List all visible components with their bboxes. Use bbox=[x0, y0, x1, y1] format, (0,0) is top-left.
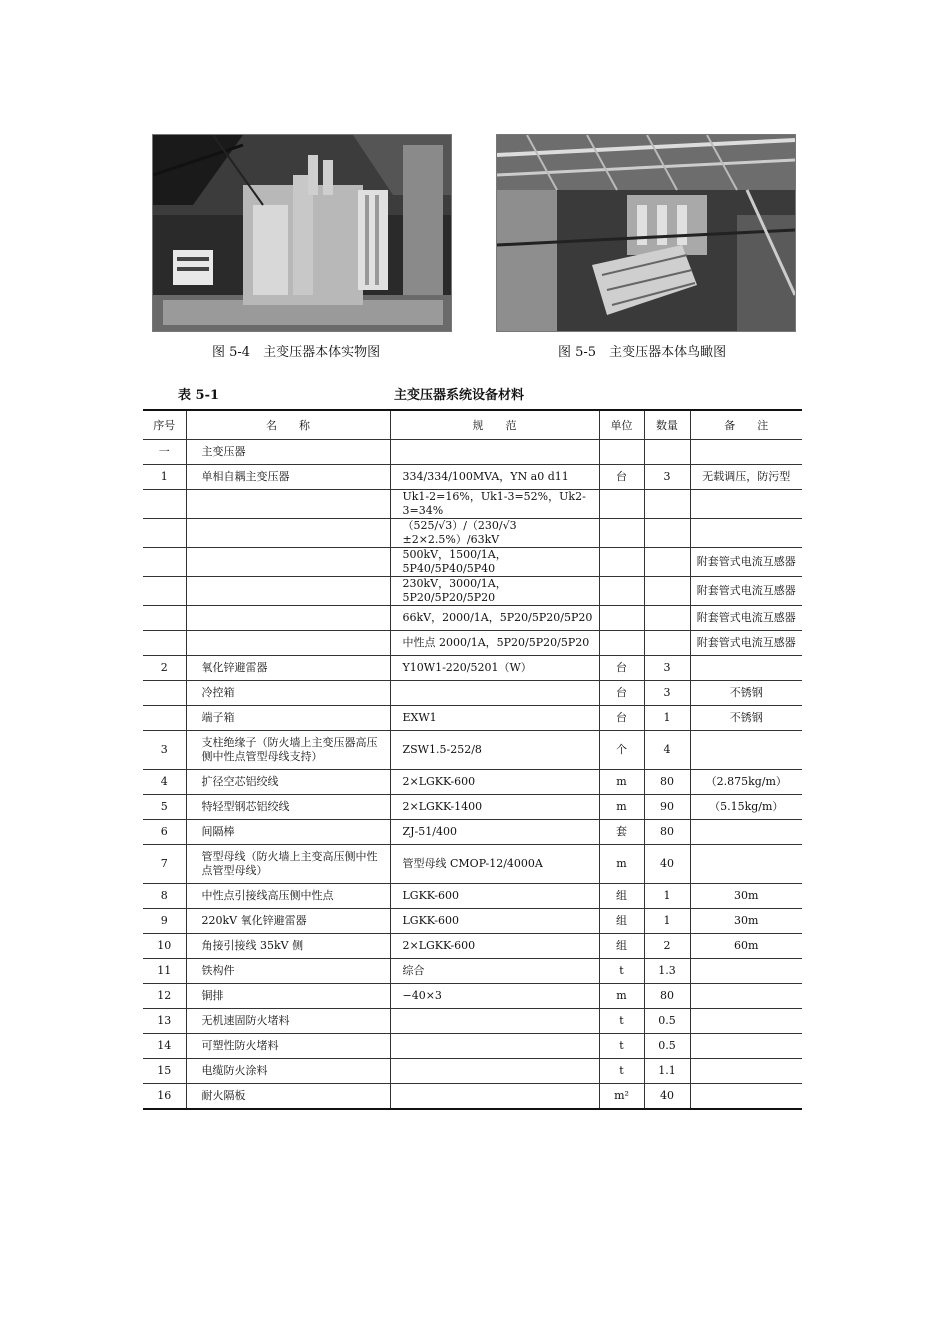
cell-qty bbox=[644, 606, 690, 631]
cell-qty: 3 bbox=[644, 465, 690, 490]
cell-unit bbox=[599, 548, 644, 577]
cell-unit: 组 bbox=[599, 909, 644, 934]
figure-caption-left: 图 5-4 主变压器本体实物图 bbox=[212, 345, 381, 360]
cell-qty: 3 bbox=[644, 681, 690, 706]
cell-unit: m² bbox=[599, 1084, 644, 1110]
cell-no bbox=[143, 519, 186, 548]
cell-unit: 台 bbox=[599, 681, 644, 706]
table-title: 主变压器系统设备材料 bbox=[394, 388, 525, 403]
cell-qty: 1 bbox=[644, 909, 690, 934]
cell-qty: 3 bbox=[644, 656, 690, 681]
table-row bbox=[143, 1009, 802, 1034]
cell-name bbox=[186, 606, 390, 631]
cell-qty bbox=[644, 631, 690, 656]
cell-unit bbox=[599, 577, 644, 606]
cell-qty: 80 bbox=[644, 820, 690, 845]
table-number: 表 5-1 bbox=[178, 388, 220, 403]
cell-spec bbox=[390, 1034, 599, 1059]
cell-name: 氧化锌避雷器 bbox=[186, 656, 390, 681]
cell-note bbox=[690, 731, 802, 770]
cell-unit bbox=[599, 606, 644, 631]
table-row bbox=[143, 577, 802, 606]
table-row bbox=[143, 465, 802, 490]
cell-unit: t bbox=[599, 1059, 644, 1084]
cell-no: 13 bbox=[143, 1009, 186, 1034]
cell-qty: 2 bbox=[644, 934, 690, 959]
cell-note: （2.875kg/m） bbox=[690, 770, 802, 795]
cell-spec: Uk1-2=16%，Uk1-3=52%，Uk2-3=34% bbox=[390, 490, 599, 519]
cell-qty: 1 bbox=[644, 706, 690, 731]
cell-spec: 66kV，2000/1A，5P20/5P20/5P20 bbox=[390, 606, 599, 631]
cell-spec bbox=[390, 440, 599, 465]
birdseye-photo bbox=[496, 134, 796, 332]
cell-name bbox=[186, 519, 390, 548]
cell-note: 不锈钢 bbox=[690, 706, 802, 731]
cell-qty bbox=[644, 440, 690, 465]
cell-spec: 230kV，3000/1A，5P20/5P20/5P20 bbox=[390, 577, 599, 606]
table-row bbox=[143, 1059, 802, 1084]
cell-note bbox=[690, 440, 802, 465]
cell-name bbox=[186, 548, 390, 577]
cell-note: 无载调压，防污型 bbox=[690, 465, 802, 490]
cell-spec: 综合 bbox=[390, 959, 599, 984]
cell-unit bbox=[599, 631, 644, 656]
table-row bbox=[143, 631, 802, 656]
cell-qty: 1.3 bbox=[644, 959, 690, 984]
cell-no: 15 bbox=[143, 1059, 186, 1084]
cell-unit: t bbox=[599, 1034, 644, 1059]
table-row bbox=[143, 519, 802, 548]
cell-no: 12 bbox=[143, 984, 186, 1009]
table-row bbox=[143, 731, 802, 770]
table-row bbox=[143, 770, 802, 795]
cell-name: 铜排 bbox=[186, 984, 390, 1009]
cell-no: 2 bbox=[143, 656, 186, 681]
cell-note bbox=[690, 845, 802, 884]
cell-unit: m bbox=[599, 845, 644, 884]
cell-name: 间隔棒 bbox=[186, 820, 390, 845]
cell-no bbox=[143, 631, 186, 656]
cell-no: 8 bbox=[143, 884, 186, 909]
header-unit: 单位 bbox=[599, 410, 644, 440]
cell-no bbox=[143, 490, 186, 519]
cell-spec bbox=[390, 1059, 599, 1084]
cell-spec: LGKK-600 bbox=[390, 909, 599, 934]
cell-no: 5 bbox=[143, 795, 186, 820]
cell-unit: 组 bbox=[599, 884, 644, 909]
cell-unit: 组 bbox=[599, 934, 644, 959]
cell-note bbox=[690, 490, 802, 519]
table-row bbox=[143, 1034, 802, 1059]
cell-note bbox=[690, 1059, 802, 1084]
cell-name: 管型母线（防火墙上主变高压侧中性点管型母线） bbox=[186, 845, 390, 884]
cell-spec: Y10W1-220/5201（W） bbox=[390, 656, 599, 681]
cell-unit: 套 bbox=[599, 820, 644, 845]
cell-no bbox=[143, 548, 186, 577]
cell-unit: 个 bbox=[599, 731, 644, 770]
cell-spec bbox=[390, 1084, 599, 1110]
cell-name: 铁构件 bbox=[186, 959, 390, 984]
cell-spec: 2×LGKK-600 bbox=[390, 934, 599, 959]
table-row bbox=[143, 845, 802, 884]
cell-qty bbox=[644, 548, 690, 577]
cell-spec: 管型母线 CMOP-12/4000A bbox=[390, 845, 599, 884]
cell-no: 14 bbox=[143, 1034, 186, 1059]
cell-note bbox=[690, 519, 802, 548]
cell-name: 中性点引接线高压侧中性点 bbox=[186, 884, 390, 909]
cell-qty: 1.1 bbox=[644, 1059, 690, 1084]
cell-qty bbox=[644, 519, 690, 548]
cell-qty: 4 bbox=[644, 731, 690, 770]
cell-no: 11 bbox=[143, 959, 186, 984]
cell-qty: 0.5 bbox=[644, 1034, 690, 1059]
cell-spec: 500kV，1500/1A，5P40/5P40/5P40 bbox=[390, 548, 599, 577]
cell-spec: EXW1 bbox=[390, 706, 599, 731]
cell-unit bbox=[599, 490, 644, 519]
cell-name: 扩径空芯铝绞线 bbox=[186, 770, 390, 795]
cell-name: 端子箱 bbox=[186, 706, 390, 731]
cell-note bbox=[690, 1034, 802, 1059]
table-row bbox=[143, 909, 802, 934]
cell-qty bbox=[644, 490, 690, 519]
cell-name: 220kV 氧化锌避雷器 bbox=[186, 909, 390, 934]
header-name: 名 称 bbox=[186, 410, 390, 440]
cell-note: 60m bbox=[690, 934, 802, 959]
cell-no: 9 bbox=[143, 909, 186, 934]
cell-no bbox=[143, 681, 186, 706]
cell-note: 30m bbox=[690, 884, 802, 909]
cell-name: 耐火隔板 bbox=[186, 1084, 390, 1110]
table-row bbox=[143, 1084, 802, 1110]
cell-unit: m bbox=[599, 795, 644, 820]
cell-no: 10 bbox=[143, 934, 186, 959]
table-row bbox=[143, 681, 802, 706]
cell-spec: −40×3 bbox=[390, 984, 599, 1009]
cell-note: 不锈钢 bbox=[690, 681, 802, 706]
header-qty: 数量 bbox=[644, 410, 690, 440]
cell-spec: 2×LGKK-600 bbox=[390, 770, 599, 795]
cell-name: 特轻型钢芯铝绞线 bbox=[186, 795, 390, 820]
cell-spec: LGKK-600 bbox=[390, 884, 599, 909]
table-row bbox=[143, 656, 802, 681]
cell-unit: 台 bbox=[599, 656, 644, 681]
cell-note: 附套管式电流互感器 bbox=[690, 577, 802, 606]
cell-note: 30m bbox=[690, 909, 802, 934]
cell-name: 角接引接线 35kV 侧 bbox=[186, 934, 390, 959]
material-table bbox=[143, 409, 802, 1110]
cell-spec: （525/√3）/（230/√3 ±2×2.5%）/63kV bbox=[390, 519, 599, 548]
cell-qty: 40 bbox=[644, 845, 690, 884]
cell-note bbox=[690, 984, 802, 1009]
table-row bbox=[143, 884, 802, 909]
cell-no: 7 bbox=[143, 845, 186, 884]
cell-note: （5.15kg/m） bbox=[690, 795, 802, 820]
table-header-row bbox=[143, 410, 802, 440]
table-body bbox=[143, 440, 802, 1110]
cell-name: 单相自耦主变压器 bbox=[186, 465, 390, 490]
cell-name: 无机速固防火堵料 bbox=[186, 1009, 390, 1034]
cell-qty: 80 bbox=[644, 770, 690, 795]
cell-unit: m bbox=[599, 984, 644, 1009]
cell-spec: ZSW1.5-252/8 bbox=[390, 731, 599, 770]
table-row bbox=[143, 959, 802, 984]
cell-qty: 0.5 bbox=[644, 1009, 690, 1034]
cell-name: 电缆防火涂料 bbox=[186, 1059, 390, 1084]
cell-qty: 1 bbox=[644, 884, 690, 909]
cell-unit: 台 bbox=[599, 706, 644, 731]
cell-spec: ZJ-51/400 bbox=[390, 820, 599, 845]
cell-name: 主变压器 bbox=[186, 440, 390, 465]
cell-note bbox=[690, 820, 802, 845]
figure-caption-right: 图 5-5 主变压器本体鸟瞰图 bbox=[558, 345, 727, 360]
cell-no: 16 bbox=[143, 1084, 186, 1110]
cell-spec bbox=[390, 1009, 599, 1034]
transformer-photo-image bbox=[153, 135, 451, 331]
cell-unit bbox=[599, 519, 644, 548]
header-note: 备 注 bbox=[690, 410, 802, 440]
cell-name bbox=[186, 631, 390, 656]
birdseye-photo-image bbox=[497, 135, 795, 331]
table-row bbox=[143, 440, 802, 465]
cell-name: 冷控箱 bbox=[186, 681, 390, 706]
cell-no: 6 bbox=[143, 820, 186, 845]
cell-unit bbox=[599, 440, 644, 465]
cell-note bbox=[690, 1084, 802, 1110]
transformer-photo bbox=[152, 134, 452, 332]
cell-name bbox=[186, 577, 390, 606]
cell-note bbox=[690, 1009, 802, 1034]
cell-unit: 台 bbox=[599, 465, 644, 490]
cell-qty: 90 bbox=[644, 795, 690, 820]
cell-spec bbox=[390, 681, 599, 706]
table-row bbox=[143, 706, 802, 731]
cell-unit: m bbox=[599, 770, 644, 795]
cell-no: 3 bbox=[143, 731, 186, 770]
table-row bbox=[143, 934, 802, 959]
table-row bbox=[143, 606, 802, 631]
cell-name: 可塑性防火堵料 bbox=[186, 1034, 390, 1059]
cell-unit: t bbox=[599, 959, 644, 984]
cell-spec: 2×LGKK-1400 bbox=[390, 795, 599, 820]
cell-spec: 中性点 2000/1A，5P20/5P20/5P20 bbox=[390, 631, 599, 656]
cell-name: 支柱绝缘子（防火墙上主变压器高压侧中性点管型母线支持） bbox=[186, 731, 390, 770]
cell-spec: 334/334/100MVA，YN a0 d11 bbox=[390, 465, 599, 490]
cell-no bbox=[143, 606, 186, 631]
header-spec: 规 范 bbox=[390, 410, 599, 440]
cell-qty: 80 bbox=[644, 984, 690, 1009]
cell-no: 1 bbox=[143, 465, 186, 490]
table-row bbox=[143, 490, 802, 519]
table-row bbox=[143, 984, 802, 1009]
cell-note: 附套管式电流互感器 bbox=[690, 631, 802, 656]
cell-no: 一 bbox=[143, 440, 186, 465]
table-row bbox=[143, 795, 802, 820]
cell-qty bbox=[644, 577, 690, 606]
cell-note bbox=[690, 656, 802, 681]
cell-name bbox=[186, 490, 390, 519]
cell-note: 附套管式电流互感器 bbox=[690, 548, 802, 577]
cell-unit: t bbox=[599, 1009, 644, 1034]
header-no: 序号 bbox=[143, 410, 186, 440]
table-row bbox=[143, 820, 802, 845]
cell-note: 附套管式电流互感器 bbox=[690, 606, 802, 631]
cell-no bbox=[143, 577, 186, 606]
table-row bbox=[143, 548, 802, 577]
cell-no bbox=[143, 706, 186, 731]
cell-qty: 40 bbox=[644, 1084, 690, 1110]
cell-no: 4 bbox=[143, 770, 186, 795]
cell-note bbox=[690, 959, 802, 984]
